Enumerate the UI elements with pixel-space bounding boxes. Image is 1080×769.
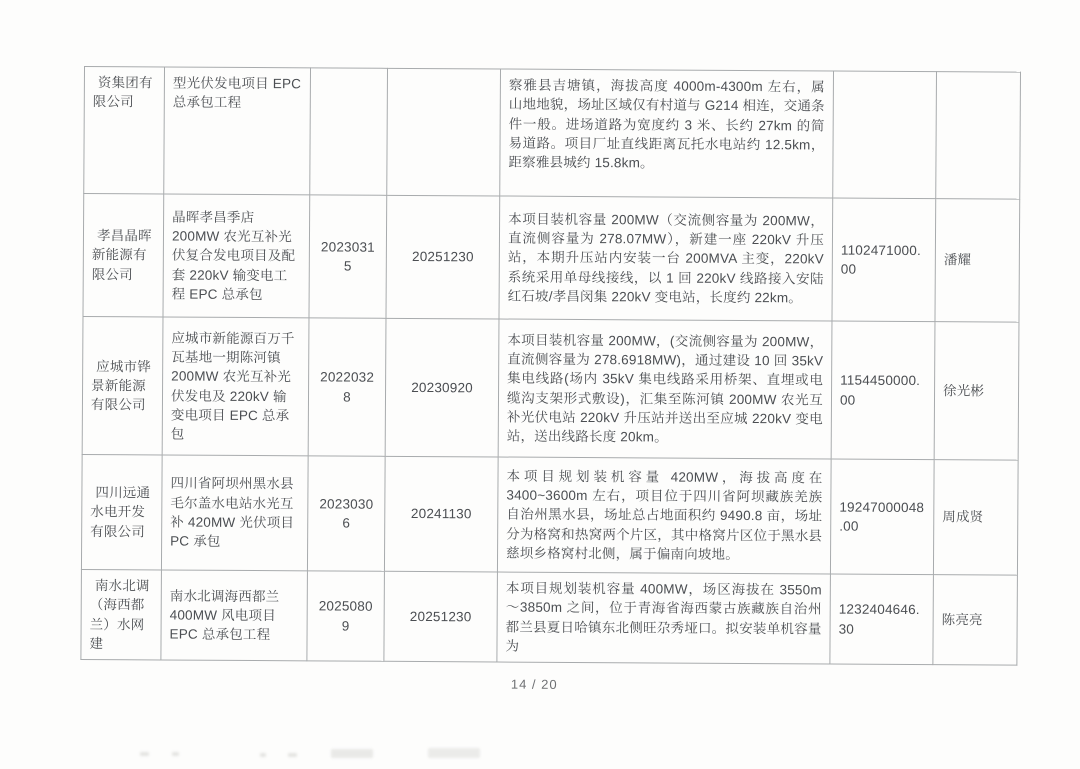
scan-artifact: [172, 752, 179, 756]
cell-start-date: 20250809: [307, 571, 385, 662]
cell-contact: 周成贤: [933, 460, 1018, 576]
cell-company: 南水北调（海西都兰）水网建: [81, 569, 162, 660]
cell-contact: 徐光彬: [934, 322, 1019, 461]
cell-end-date: 20251230: [386, 195, 500, 319]
cell-start-date: 20220328: [308, 318, 386, 456]
cell-contact: 陈亮亮: [933, 575, 1018, 666]
cell-end-date: 20251230: [384, 571, 498, 662]
cell-start-date: [310, 68, 388, 195]
projects-table: [80, 66, 1021, 666]
cell-contact: 潘耀: [935, 199, 1020, 323]
cell-description: 本项目装机容量 200MW，(交流侧容量为 200MW，直流侧容量为 278.6918MW)，通过建设 10 回 35kV 集电线路(场内 35kV 集电线路采用桥架、直埋或电缆沟支架形式敷设)，汇集至陈河镇 200MW 农光互补光伏电站 220kV 升压站并送出至应城 220kV 变电站，送出线路长度 20km。: [498, 319, 832, 459]
table-row: [83, 193, 1020, 322]
cell-project: 型光伏发电项目 EPC 总承包工程: [164, 67, 311, 195]
scan-artifact: [331, 749, 373, 758]
cell-contact: [936, 72, 1021, 200]
cell-end-date: 20230920: [385, 318, 499, 457]
table-row: [84, 66, 1021, 199]
scan-artifact: [288, 753, 297, 757]
cell-end-date: 20241130: [384, 456, 498, 572]
cell-description: 本项目规划装机容量 420MW，海拔高度在 3400~3600m 左右，项目位于四川省阿坝藏族羌族自治州黑水县，场址总占地面积约 9490.8 亩，场址分为格窝和热窝两个片区，其中格窝片区位于黑水县慈坝乡格窝村北侧，属于偏南向坡地。: [497, 457, 831, 574]
cell-description: 本项目规划装机容量 400MW，场区海拔在 3550m～3850m 之间，位于青海省海西蒙古族藏族自治州都兰县夏日哈镇东北侧旺尕秀垭口。拟安装单机容量为: [497, 572, 831, 664]
cell-project: 南水北调海西都兰 400MW 风电项目 EPC 总承包工程: [161, 570, 308, 661]
cell-company: 四川远通水电开发有限公司: [81, 454, 162, 569]
cell-end-date: [387, 68, 501, 196]
scan-artifact: [428, 748, 480, 758]
table-row: [81, 454, 1018, 575]
cell-project: 四川省阿坝州黑水县毛尔盖水电站水光互补 420MW 光伏项目 PC 承包: [161, 455, 308, 571]
cell-amount: 1102471000.00: [832, 198, 936, 322]
table-row: [81, 569, 1018, 665]
page-number: 14 / 20: [510, 676, 558, 692]
cell-company: 应城市铧景新能源有限公司: [82, 316, 163, 454]
cell-amount: 1232404646.30: [830, 574, 934, 665]
cell-company: 孝昌晶晖新能源有限公司: [83, 193, 164, 316]
scan-artifact: [140, 752, 149, 756]
cell-amount: [833, 71, 937, 199]
scan-artifact: [260, 753, 266, 757]
cell-description: 察雅县吉塘镇，海拔高度 4000m-4300m 左右，属山地地貌，场址区域仅有村道与 G214 相连，交通条件一般。进场道路为宽度约 3 米、长约 27km 的简易道路。项目厂址直线距离瓦托水电站约 12.5km，距察雅县城约 15.8km。: [500, 69, 834, 198]
cell-start-date: 20230306: [307, 456, 385, 571]
cell-company: 资集团有限公司: [84, 66, 165, 193]
cell-start-date: 20230315: [309, 195, 387, 318]
cell-project: 应城市新能源百万千瓦基地一期陈河镇 200MW 农光互补光伏发电及 220kV 输变电项目 EPC 总承包: [162, 317, 309, 456]
cell-project: 晶晖孝昌季店 200MW 农光互补光伏复合发电项目及配套 220kV 输变电工程 EPC 总承包: [163, 194, 310, 318]
cell-amount: 1154450000.00: [831, 321, 935, 460]
cell-description: 本项目装机容量 200MW（交流侧容量为 200MW，直流侧容量为 278.07MW），新建一座 220kV 升压站，本期升压站内安装一台 200MVA 主变，220kV 系统采用单母线接线，以 1 回 220kV 线路接入安陆红石坡/孝昌闵集 220kV 变电站，长度约 22km。: [499, 196, 833, 321]
table-row: [82, 316, 1019, 460]
cell-amount: 19247000048.00: [830, 459, 934, 575]
